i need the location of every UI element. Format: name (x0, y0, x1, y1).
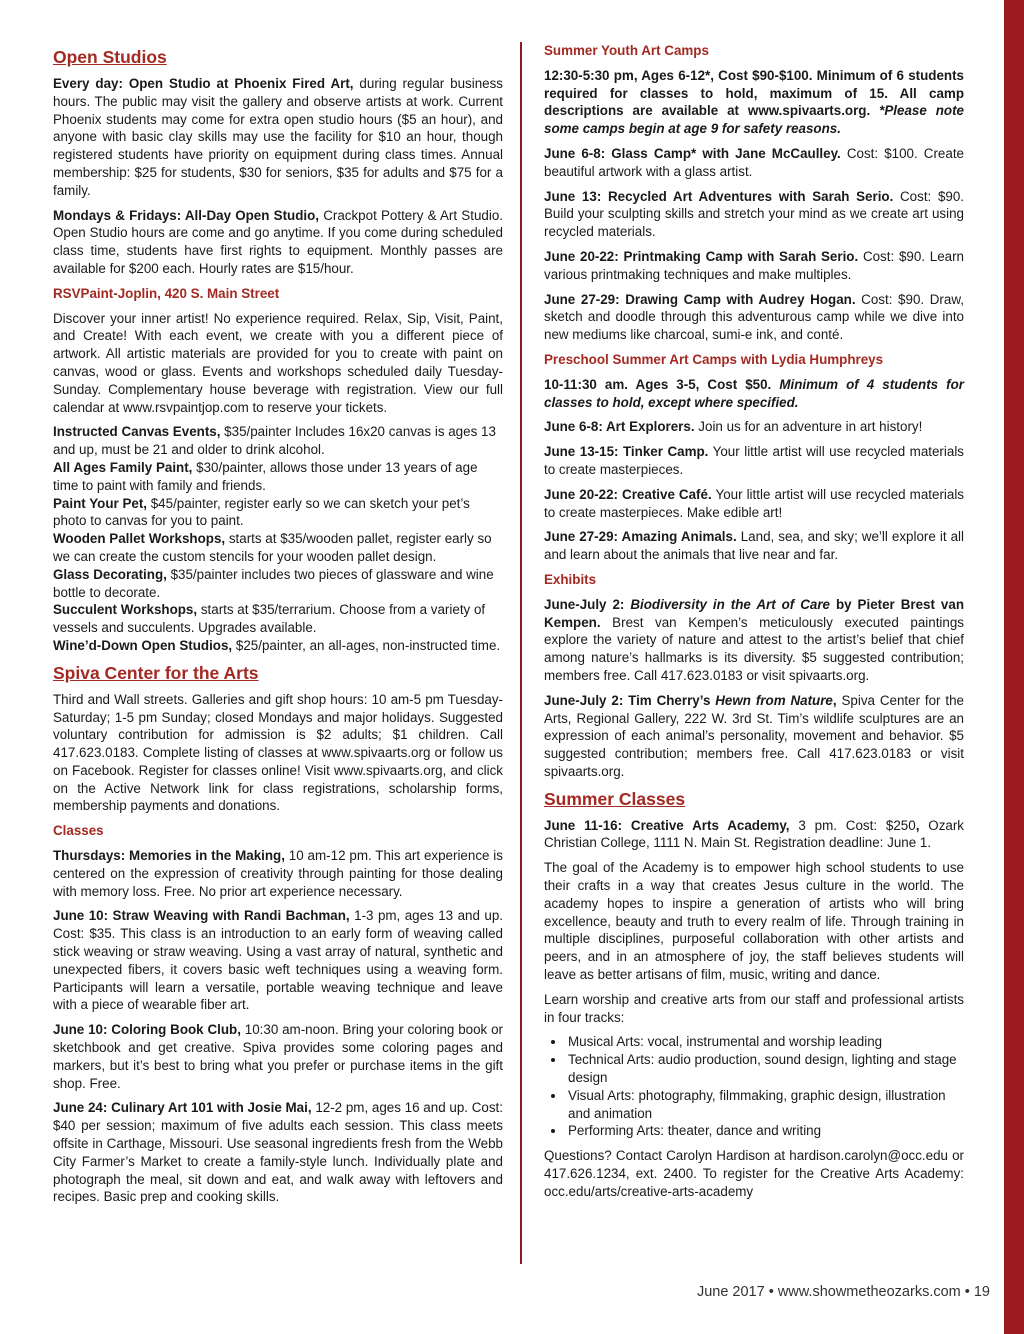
item-body: $35/painter Includes 16x20 canvas is ages 13 and up, must be 21 and older to drink alcohol. (53, 424, 496, 458)
item-lead: Wine’d-Down Open Studios, (53, 637, 233, 653)
exhibit-body: Spiva Center for the Arts, Regional Gallery, 222 W. 3rd St. Tim’s wildlife sculptures are an expression of each animal’s personality, movement and behavior. $5 suggested contribution; members free. Call 417.623.0183 or visit spivaarts.org. (544, 692, 964, 779)
intro-note: Minimum of 4 students for classes to hold, except where specified. (544, 376, 964, 410)
item-body: $35/painter includes two pieces of glassware and wine bottle to decorate. (53, 566, 494, 600)
rsvpaint-heading: RSVPaint-Joplin, 420 S. Main Street (53, 285, 280, 301)
summer-classes-heading: Summer Classes (544, 788, 686, 809)
rsvpaint-event (53, 530, 503, 566)
list-item: • Technical Arts: audio production, sound design, lighting and stage design (566, 1051, 964, 1087)
list-item: • Musical Arts: vocal, instrumental and worship leading (566, 1033, 964, 1051)
youth-camp (544, 291, 964, 344)
item-lead: Every day: Open Studio at Phoenix Fired Art, (53, 76, 354, 91)
right-column (544, 42, 964, 1208)
rsvpaint-event (53, 637, 503, 655)
crackpot-open-studio (53, 207, 503, 278)
item-body: Cost: $90. Draw, sketch and doodle through this adventurous camp while we dive into new mediums like charcoal, sumi-e ink, and conté. (544, 291, 964, 343)
list-item: • Visual Arts: photography, filmmaking, graphic design, illustration and animation (566, 1087, 964, 1123)
item-lead: June 10: Straw Weaving with Randi Bachman, (53, 908, 350, 924)
item-lead: Wooden Pallet Workshops, (53, 531, 226, 547)
academy-comma: , (915, 817, 920, 833)
item-body: 10 am-12 pm. This art experience is centered on the expression of creativity through painting for those dealing with memory loss. Free. No prior art experience necessary. (53, 848, 503, 899)
exhibit-body: Brest van Kempen’s meticulously executed paintings explore the variety of nature and attest to the artist’s belief that chief among nature’s hallmarks is its diversity. $5 suggested contribution; members free. Call 417.623.0183 or visit spivaarts.org. (544, 614, 964, 683)
preschool-camp (544, 443, 964, 479)
rsvpaint-event (53, 423, 503, 459)
preschool-intro (544, 376, 964, 412)
class-entry (53, 907, 503, 1014)
item-body: Cost: $100. Create beautiful artwork with a glass artist. (544, 145, 964, 179)
item-lead: June 27-29: Amazing Animals. (544, 529, 737, 545)
exhibit-title: Hewn from Nature (715, 692, 833, 708)
preschool-camp (544, 486, 964, 522)
item-body: Cost: $90. Build your sculpting skills and stretch your mind as we create art using recycled materials. (544, 188, 965, 240)
open-studios-heading: Open Studios (53, 47, 167, 67)
item-lead: June 6-8: Art Explorers. (544, 419, 695, 435)
item-body: 12-2 pm, ages 16 and up. Cost: $40 per session; maximum of five adults each session. This class meets offsite in Carthage, Missouri. Use seasonal ingredients fresh from the Webb City Farmer’s Market to create a family-style lunch. Individually plate and photograph the meal, sit down and eat, and walk away with leftovers and recipes. Basic prep and cooking skills. (53, 1100, 503, 1205)
item-body: starts at $35/wooden pallet, register early so we can create the custom stencils for your wooden pallet design. (53, 531, 492, 564)
item-lead: June 13-15: Tinker Camp. (544, 444, 709, 460)
item-lead: June 20-22: Printmaking Camp with Sarah Serio. (544, 248, 859, 264)
academy-location: Ozark Christian College, 1111 N. Main St. Registration deadline: June 1. (544, 817, 964, 851)
class-entry (53, 847, 503, 900)
item-lead: Glass Decorating, (53, 566, 167, 582)
exhibit-artist: by Pieter Brest van Kempen. (544, 596, 964, 630)
item-body: Crackpot Pottery & Art Studio. Open Studio hours are come and go anytime. If you come during scheduled class time, students have first rights to equipment. Monthly passes are available for $200 each. Hourly rates are $15/hour. (53, 207, 503, 276)
exhibit-title: Biodiversity in the Art of Care (630, 596, 831, 612)
youth-camp (544, 188, 964, 241)
exhibit-comma: , (832, 692, 837, 708)
rsvpaint-event (53, 566, 503, 602)
academy-tracks-intro: Learn worship and creative arts from our staff and professional artists in four tracks: (544, 991, 964, 1025)
item-lead: All Ages Family Paint, (53, 459, 193, 475)
intro-bold: 12:30-5:30 pm, Ages 6-12*, Cost $90-$100. Minimum of 6 students required for classes to hold, maximum of 15. All camp descriptions are available at www.spivaarts.org. (544, 67, 964, 119)
item-lead: Succulent Workshops, (53, 602, 198, 618)
rsvpaint-events (53, 423, 503, 654)
preschool-camps-heading: Preschool Summer Art Camps with Lydia Humphreys (544, 351, 884, 367)
item-lead: Thursdays: Memories in the Making, (53, 848, 285, 864)
item-lead: June 24: Culinary Art 101 with Josie Mai, (53, 1100, 312, 1116)
preschool-camp (544, 528, 964, 564)
academy-questions: Questions? Contact Carolyn Hardison at hardison.carolyn@occ.edu or 417.626.1234, ext. 2400. To register for the Creative Arts Academy: occ.edu/arts/creative-arts-academy (544, 1148, 964, 1199)
item-lead: June 10: Coloring Book Club, (53, 1022, 241, 1038)
item-body: $45/painter, register early so we can sketch your pet’s photo to canvas for you to paint. (53, 495, 470, 529)
item-body: $25/painter, an all-ages, non-instructed time. (232, 637, 501, 653)
exhibit-date: June-July 2: Tim Cherry’s (544, 692, 716, 708)
left-column (53, 42, 503, 1213)
item-lead: Instructed Canvas Events, (53, 424, 221, 440)
exhibit-entry (544, 596, 964, 685)
item-lead: June 20-22: Creative Café. (544, 486, 712, 502)
academy-tracks-list (544, 1033, 964, 1140)
item-lead: Paint Your Pet, (53, 495, 148, 511)
exhibit-entry (544, 692, 964, 781)
youth-camps-heading: Summer Youth Art Camps (544, 43, 709, 58)
phoenix-open-studio (53, 75, 503, 200)
rsvpaint-event (53, 459, 503, 495)
class-entry (53, 1021, 503, 1092)
item-body: Cost: $90. Learn various printmaking techniques and make multiples. (544, 248, 964, 282)
item-body: 1-3 pm, ages 13 and up. Cost: $35. This class is an introduction to an early form of weaving called stick weaving or straw weaving. Using a vast array of natural, synthetic and unexpected fibers, it covers basic weft techniques using a weaving form. Participants will learn a versatile, portable weaving technique and leave with a piece of wearable fiber art. (53, 908, 504, 1013)
intro-bold: 10-11:30 am. Ages 3-5, Cost $50. (544, 376, 772, 392)
page-edge-bar (1004, 0, 1024, 1334)
page-footer: June 2017 • www.showmetheozarks.com • 19 (696, 1284, 990, 1300)
item-lead: June 6-8: Glass Camp* with Jane McCaulley. (544, 145, 841, 161)
intro-note: *Please note some camps begin at age 9 for safety reasons. (544, 103, 964, 137)
item-body: Your little artist will use recycled materials to create masterpieces. Make edible art! (544, 486, 964, 520)
spiva-heading: Spiva Center for the Arts (53, 662, 259, 683)
item-body: during regular business hours. The public may visit the gallery and observe artists at work. Current Phoenix students may come for extra open studio hours ($5 an hour), and anyone with basic clay skills may use the facility for $10 an hour, though registered students have priority on equipment during class times. Annual membership: $25 for students, $30 for seniors, $35 for adults and $75 for a family. (53, 76, 503, 198)
item-body: Your little artist will use recycled materials to create masterpieces. (544, 444, 964, 477)
exhibits-heading: Exhibits (544, 571, 597, 587)
rsvpaint-event (53, 601, 503, 637)
item-lead: June 27-29: Drawing Camp with Audrey Hogan. (544, 291, 856, 307)
item-body: Land, sea, and sky; we’ll explore it all and learn about the animals that live near and far. (544, 529, 964, 563)
youth-camp (544, 248, 964, 284)
item-body: $30/painter, allows those under 13 years of age time to paint with family and friends. (53, 459, 478, 493)
list-item: • Performing Arts: theater, dance and writing (566, 1122, 964, 1140)
youth-camp (544, 145, 964, 181)
rsvpaint-intro: Discover your inner artist! No experience required. Relax, Sip, Visit, Paint, and Create! With each event, we create with you a different piece of artwork. All artistic materials are provided for you to create with paint on canvas, wood or glass. Events and workshops scheduled daily Tuesday-Sunday. Complementary house beverage with registration. View our full calendar at www.rsvpaintjop.com to reserve your tickets. (53, 310, 503, 415)
academy-entry (544, 817, 964, 853)
academy-goal: The goal of the Academy is to empower high school students to use their crafts in a way that creates Jesus culture in the world. The academy hopes to inspire a generation of artists who will bring excellence, beauty and truth to every realm of life. Through training in multiple disciplines, purposeful collaboration with other artists and peers, and in an atmosphere of joy, the staff believes students will leave as better artisans of film, music, writing and dance. (544, 860, 964, 983)
academy-time-cost: 3 pm. Cost: $250 (789, 817, 916, 833)
preschool-camp (544, 418, 964, 436)
item-lead: June 13: Recycled Art Adventures with Sarah Serio. (544, 188, 894, 204)
classes-heading: Classes (53, 823, 104, 839)
item-lead: June 11-16: Creative Arts Academy, (544, 817, 790, 833)
item-body: Join us for an adventure in art history! (694, 419, 923, 435)
column-divider (520, 42, 522, 1264)
rsvpaint-event (53, 495, 503, 531)
item-body: starts at $35/terrarium. Choose from a variety of vessels and succulents. Upgrades available. (53, 602, 486, 636)
youth-camps-intro (544, 67, 964, 138)
item-body: 10:30 am-noon. Bring your coloring book or sketchbook and get creative. Spiva provides some coloring pages and markers, but it’s best to bring what you prefer or purchase items in the gift shop. Free. (53, 1022, 503, 1091)
item-lead: Mondays & Fridays: All-Day Open Studio, (53, 207, 320, 223)
class-entry (53, 1099, 503, 1206)
exhibit-date: June-July 2: (544, 596, 631, 612)
spiva-intro: Third and Wall streets. Galleries and gift shop hours: 10 am-5 pm Tuesday-Saturday; 1-5 pm Sunday; closed Mondays and major holidays. Suggested voluntary contribution for admission is $2 adults; $1 children. Call 417.623.0183. Complete listing of classes at www.spivaarts.org or follow us on Facebook. Register for classes online! Visit www.spivaarts.org, and click on the Active Network link for class registrations, scholarship forms, membership payments and donations. (53, 691, 503, 814)
